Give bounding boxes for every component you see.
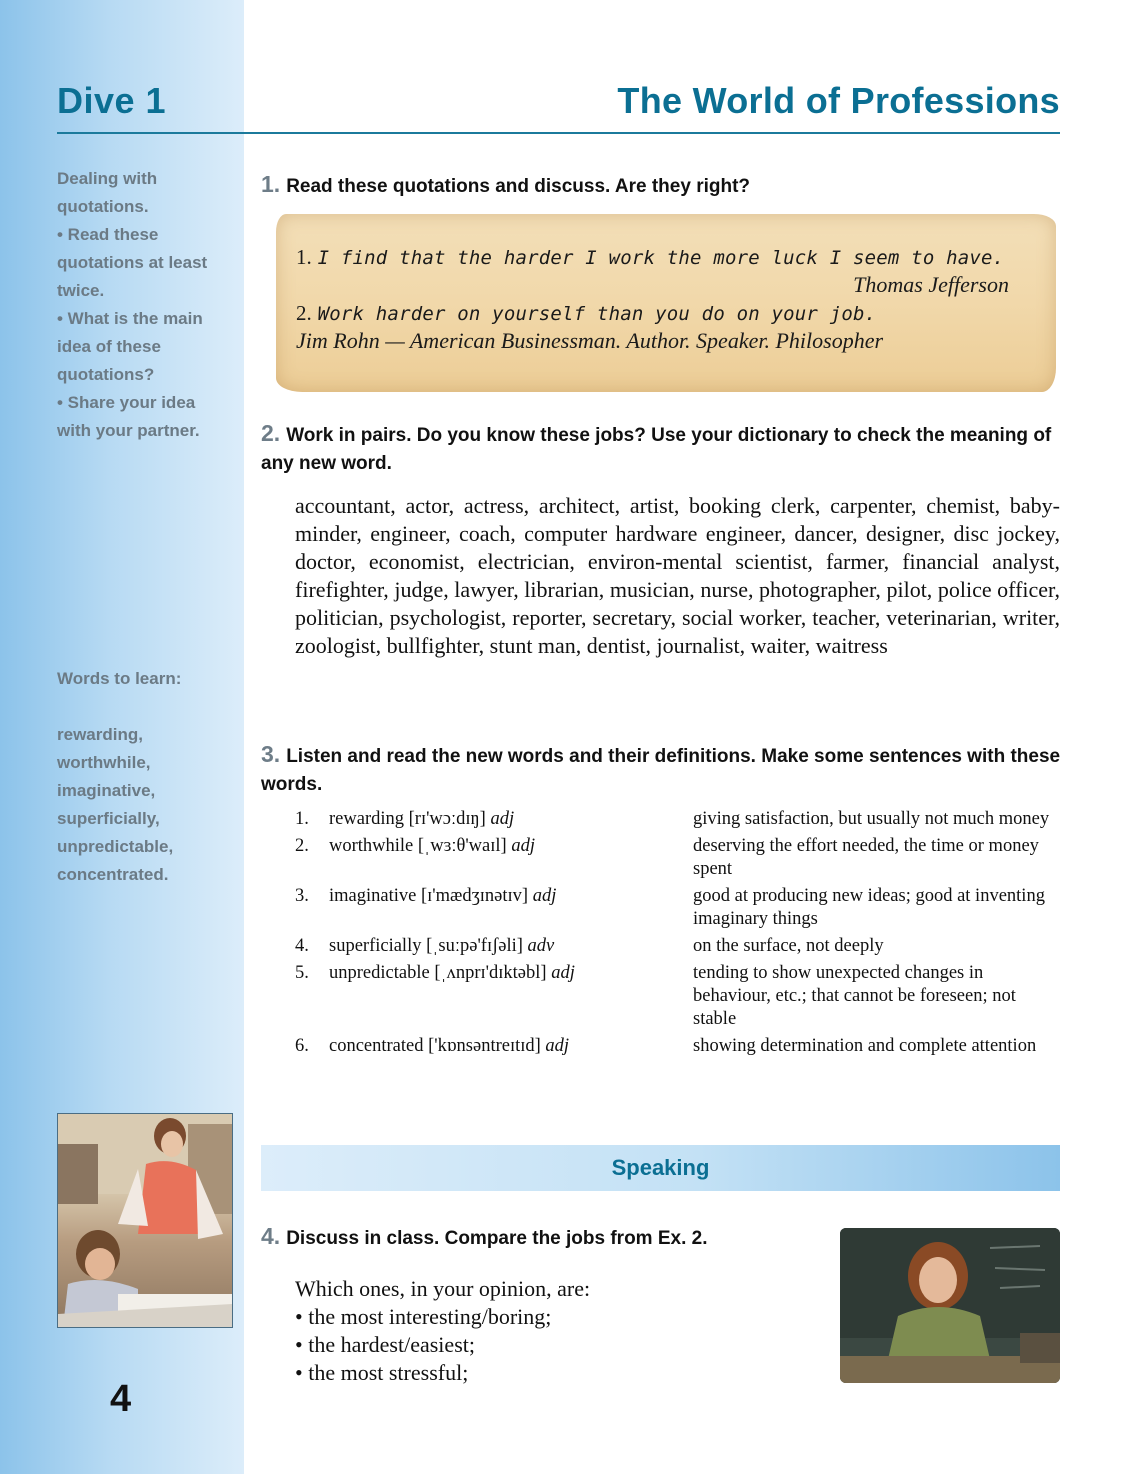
sidebar-note: • What is the main idea of these quotations? xyxy=(57,309,203,384)
vocab-term xyxy=(329,808,693,831)
vocab-term xyxy=(329,962,693,1031)
discussion-list xyxy=(295,1275,815,1387)
vocab-definition: showing determination and complete attention xyxy=(693,1036,1037,1056)
vocab-pos: adj xyxy=(511,836,535,856)
sidebar-notes xyxy=(57,165,227,445)
quote-number: 2. xyxy=(296,301,312,325)
vocab-word: rewarding xyxy=(329,809,404,829)
vocab-ipa: [rɪ'wɔːdɪŋ] xyxy=(408,809,486,829)
vocab-definition: giving satisfaction, but usually not much money xyxy=(693,809,1050,829)
word-item: unpredictable, xyxy=(57,837,174,856)
quote-1 xyxy=(296,243,1009,272)
word-item: rewarding, xyxy=(57,725,143,744)
word-item: imaginative, xyxy=(57,781,156,800)
exercise-2-heading xyxy=(261,419,1061,478)
vocab-word: worthwhile xyxy=(329,836,414,856)
vocab-pos: adj xyxy=(532,886,557,906)
vocab-row xyxy=(295,962,1060,1031)
exercise-1-heading xyxy=(261,170,1061,201)
vocab-row xyxy=(295,835,1060,881)
word-item: concentrated. xyxy=(57,865,169,884)
vocab-number: 4. xyxy=(295,936,309,956)
vocab-word: concentrated xyxy=(329,1036,424,1056)
vocab-row xyxy=(295,935,1060,958)
page-title: The World of Professions xyxy=(617,80,1060,121)
vocab-pos: adj xyxy=(551,963,575,983)
vocab-pos: adv xyxy=(527,936,555,956)
vocab-ipa: [ˌwɜːθ'waɪl] xyxy=(417,836,507,856)
vocabulary-table xyxy=(295,808,1060,1062)
exercise-number: 1. xyxy=(261,171,281,197)
vocab-pos: adj xyxy=(490,809,515,829)
vocab-ipa: [ɪ'mædʒɪnətɪv] xyxy=(420,886,529,906)
words-heading: Words to learn: xyxy=(57,669,182,688)
vocab-term xyxy=(329,885,693,931)
vocab-row xyxy=(295,1035,1060,1058)
vocab-number: 5. xyxy=(295,963,309,983)
exercise-instruction: Read these quotations and discuss. Are they right? xyxy=(286,176,751,197)
quote-1-author xyxy=(296,271,1009,300)
exercise-number: 3. xyxy=(261,741,281,767)
quote-text: I find that the harder I work the more luck I seem to have. xyxy=(317,247,1005,269)
vocab-number: 1. xyxy=(295,809,309,829)
sidebar-note: • Read these quotations at least twice. xyxy=(57,225,208,300)
exercise-number: 4. xyxy=(261,1223,281,1249)
quote-2-author xyxy=(296,327,1009,356)
quote-number: 1. xyxy=(296,245,312,269)
vocab-term xyxy=(329,835,693,881)
quote-author: Thomas Jefferson xyxy=(853,272,1009,297)
discussion-bullet: • the most interesting/boring; xyxy=(295,1304,552,1329)
vocab-pos: adj xyxy=(545,1036,570,1056)
header-divider xyxy=(57,132,1060,134)
vocab-term xyxy=(329,935,693,958)
vocab-row xyxy=(295,885,1060,931)
vocab-word: unpredictable xyxy=(329,963,430,983)
vocab-word: imaginative xyxy=(329,886,417,906)
exercise-3-heading xyxy=(261,740,1061,799)
quote-2 xyxy=(296,299,1009,328)
vocab-definition: deserving the effort needed, the time or money spent xyxy=(693,836,1039,879)
word-item: worthwhile, xyxy=(57,753,151,772)
vocab-ipa: [ˌsuːpə'fɪʃəli] xyxy=(426,936,523,956)
dive-label: Dive 1 xyxy=(57,80,167,121)
vocab-ipa: [ˌʌnprɪ'dɪktəbl] xyxy=(434,963,547,983)
jobs-list: accountant, actor, actress, architect, artist, booking clerk, carpenter, chemist, baby-minder, engineer, coach, computer hardware engineer, dancer, designer, disc jockey, doctor, economist, electrician, environ-mental scientist, farmer, financial analyst, firefighter, judge, lawyer, librarian, musician, nurse, photographer, pilot, police officer, politician, psychologist, reporter, secretary, social worker, teacher, veterinarian, writer, zoologist, bullfighter, stunt man, dentist, journalist, waiter, waitress xyxy=(295,493,1060,658)
vocab-definition: tending to show unexpected changes in behaviour, etc.; that cannot be foreseen; not stable xyxy=(693,963,1016,1029)
exercise-instruction: Listen and read the new words and their definitions. Make some sentences with these words. xyxy=(261,746,1061,795)
discussion-bullet: • the most stressful; xyxy=(295,1360,469,1385)
page-number: 4 xyxy=(110,1378,132,1420)
vocab-term xyxy=(329,1035,693,1058)
exercise-instruction: Discuss in class. Compare the jobs from Ex. 2. xyxy=(286,1228,708,1249)
exercise-4-heading xyxy=(261,1222,801,1253)
quote-text: Work harder on yourself than you do on your job. xyxy=(317,303,877,325)
vocab-number: 2. xyxy=(295,836,309,856)
vocab-word: superficially xyxy=(329,936,422,956)
sidebar-note: Dealing with quotations. xyxy=(57,169,158,216)
words-to-learn xyxy=(57,665,227,889)
vocab-definition: good at producing new ideas; good at inventing imaginary things xyxy=(693,886,1045,929)
quote-author: Jim Rohn — American Businessman. Author. Speaker. Philosopher xyxy=(296,328,884,353)
teacher-photo xyxy=(840,1228,1060,1383)
speaking-section-header: Speaking xyxy=(261,1145,1060,1191)
discussion-intro: Which ones, in your opinion, are: xyxy=(295,1276,591,1301)
exercise-instruction: Work in pairs. Do you know these jobs? Use your dictionary to check the meaning of any new word. xyxy=(261,425,1052,474)
vocab-number: 6. xyxy=(295,1036,309,1056)
sidebar-note: • Share your idea with your partner. xyxy=(57,393,200,440)
classroom-photo xyxy=(57,1113,233,1328)
vocab-row xyxy=(295,808,1060,831)
vocab-ipa: ['kɒnsəntreɪtɪd] xyxy=(428,1036,541,1056)
vocab-definition: on the surface, not deeply xyxy=(693,936,884,956)
word-item: superficially, xyxy=(57,809,160,828)
exercise-number: 2. xyxy=(261,420,281,446)
vocab-number: 3. xyxy=(295,886,309,906)
discussion-bullet: • the hardest/easiest; xyxy=(295,1332,475,1357)
